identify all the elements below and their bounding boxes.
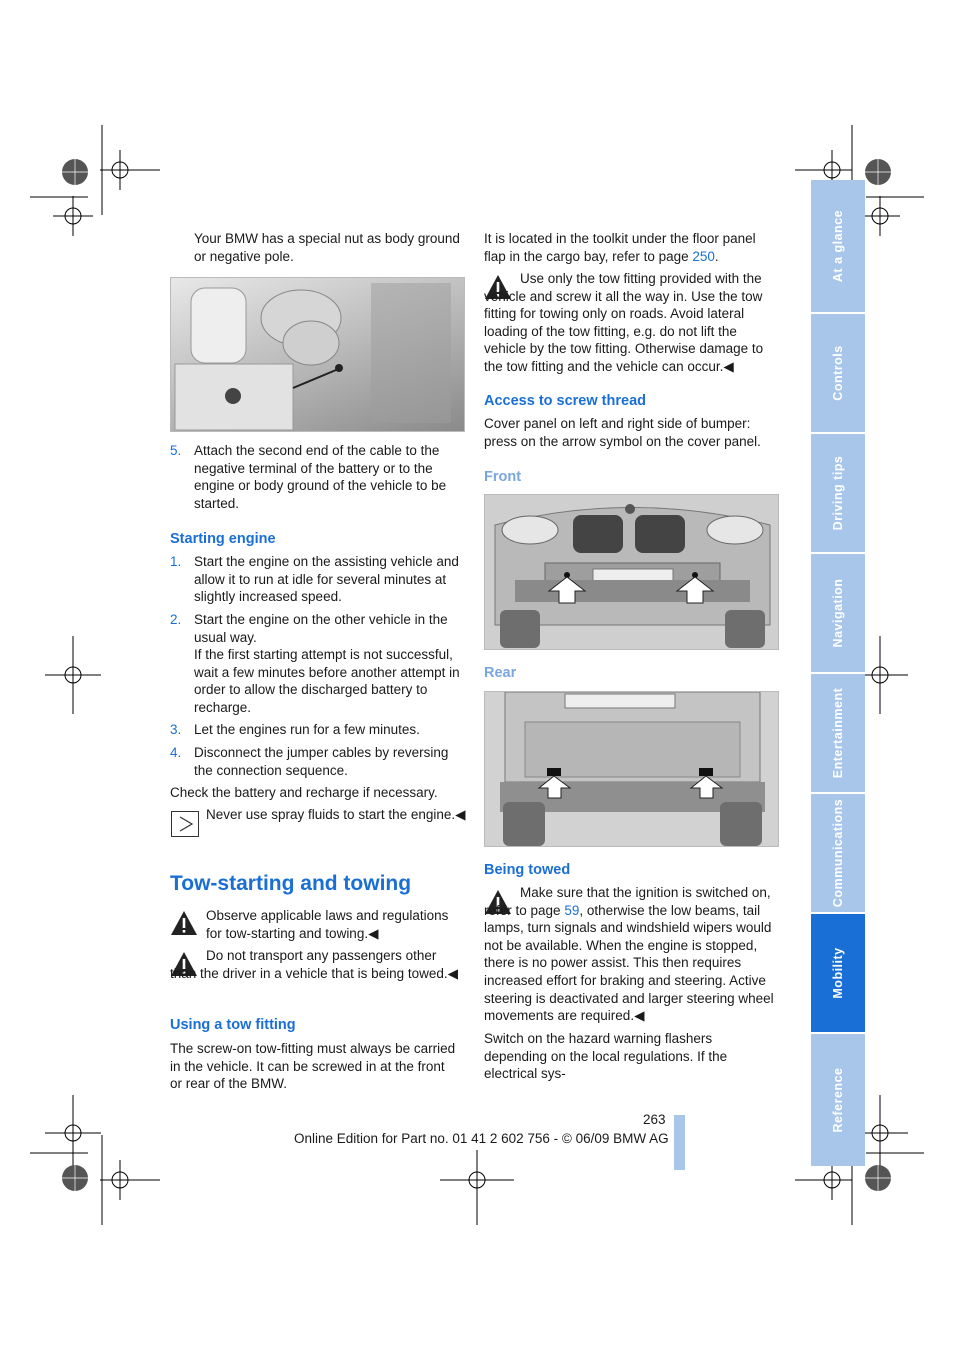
tab-mobility[interactable]: Mobility [811,914,865,1032]
intro-text: Your BMW has a special nut as body ground or negative pole. [194,231,460,264]
step-1: 1. Start the engine on the assisting vehicle and allow it to run at idle for several minutes at slightly increased speed. [170,554,459,605]
starting-engine-heading: Starting engine [170,531,276,547]
tab-navigation[interactable]: Navigation [811,554,865,672]
access-heading: Access to screw thread [484,393,646,409]
tab-communications[interactable]: Communications [811,794,865,912]
rear-bumper-photo [484,691,779,847]
being-towed-heading: Being towed [484,862,571,878]
access-text: Cover panel on left and right side of bumper: press on the arrow symbol on the cover panel. [484,416,761,449]
tab-entertainment[interactable]: Entertainment [811,674,865,792]
warn-laws-text: Observe applicable laws and regulations for tow-starting and towing.◀ [206,908,449,941]
warn-ignition-text: Make sure that the ignition is switched on, refer to page 59, otherwise the low beams, tail lamps, turn signals and windshield wipers would not be available. When the engine is stopped, there is no power assist. This then requires increased effort for braking and steering. Active steering is deactivated and larger steering wheel movements are required.◀ [484,885,774,1024]
toolkit-text: It is located in the toolkit under the floor panel flap in the cargo bay, refer to page 250. [484,231,756,264]
front-bumper-photo [484,494,779,650]
warn-tow-fitting-text: Use only the tow fitting provided with the vehicle and screw it all the way in. Use the tow fitting for towing only on roads. Avoid lateral loading of the tow fitting, e.g. do not lift the vehicle by the tow fitting. Otherwise damage to the tow fitting and the vehicle can occur.◀ [484,271,764,374]
tab-at-a-glance[interactable]: At a glance [811,180,865,312]
step-2: 2. Start the engine on the other vehicle in the usual way. If the first starting attempt is not successful, wait a few minutes before another attempt in order to allow the discharged battery to recharge. [170,612,460,715]
tab-reference[interactable]: Reference [811,1034,865,1166]
page-marker-bar [674,1115,685,1170]
check-battery-text: Check the battery and recharge if necessary. [170,785,438,800]
tab-controls[interactable]: Controls [811,314,865,432]
tab-driving-tips[interactable]: Driving tips [811,434,865,552]
step-4: 4. Disconnect the jumper cables by reversing the connection sequence. [170,745,449,778]
page-link-250[interactable]: 250 [692,248,715,264]
page-number: 263 [643,1112,666,1127]
step-5: 5. Attach the second end of the cable to the negative terminal of the battery or to the engine or body ground of the vehicle to be started. [170,443,447,511]
hazard-text: Switch on the hazard warning flashers depending on the local regulations. If the electrical sys- [484,1031,728,1082]
battery-ground-photo [170,277,465,432]
section-heading: Tow-starting and towing [170,872,412,895]
tow-fitting-heading: Using a tow fitting [170,1017,296,1033]
warn-passengers-text: Do not transport any passengers other than the driver in a vehicle that is being towed.◀ [170,948,459,981]
edition-footer: Online Edition for Part no. 01 41 2 602 756 - © 06/09 BMW AG [294,1131,669,1146]
rear-label: Rear [484,665,517,681]
note-icon [171,811,199,837]
step-3: 3. Let the engines run for a few minutes. [170,722,420,737]
note-spray-text: Never use spray fluids to start the engine.◀ [206,807,466,822]
front-label: Front [484,469,522,485]
warning-icon [170,910,198,936]
tow-fitting-text: The screw-on tow-fitting must always be carried in the vehicle. It can be screwed in at the front or rear of the BMW. [170,1041,456,1092]
page-link-59[interactable]: 59 [564,902,580,918]
